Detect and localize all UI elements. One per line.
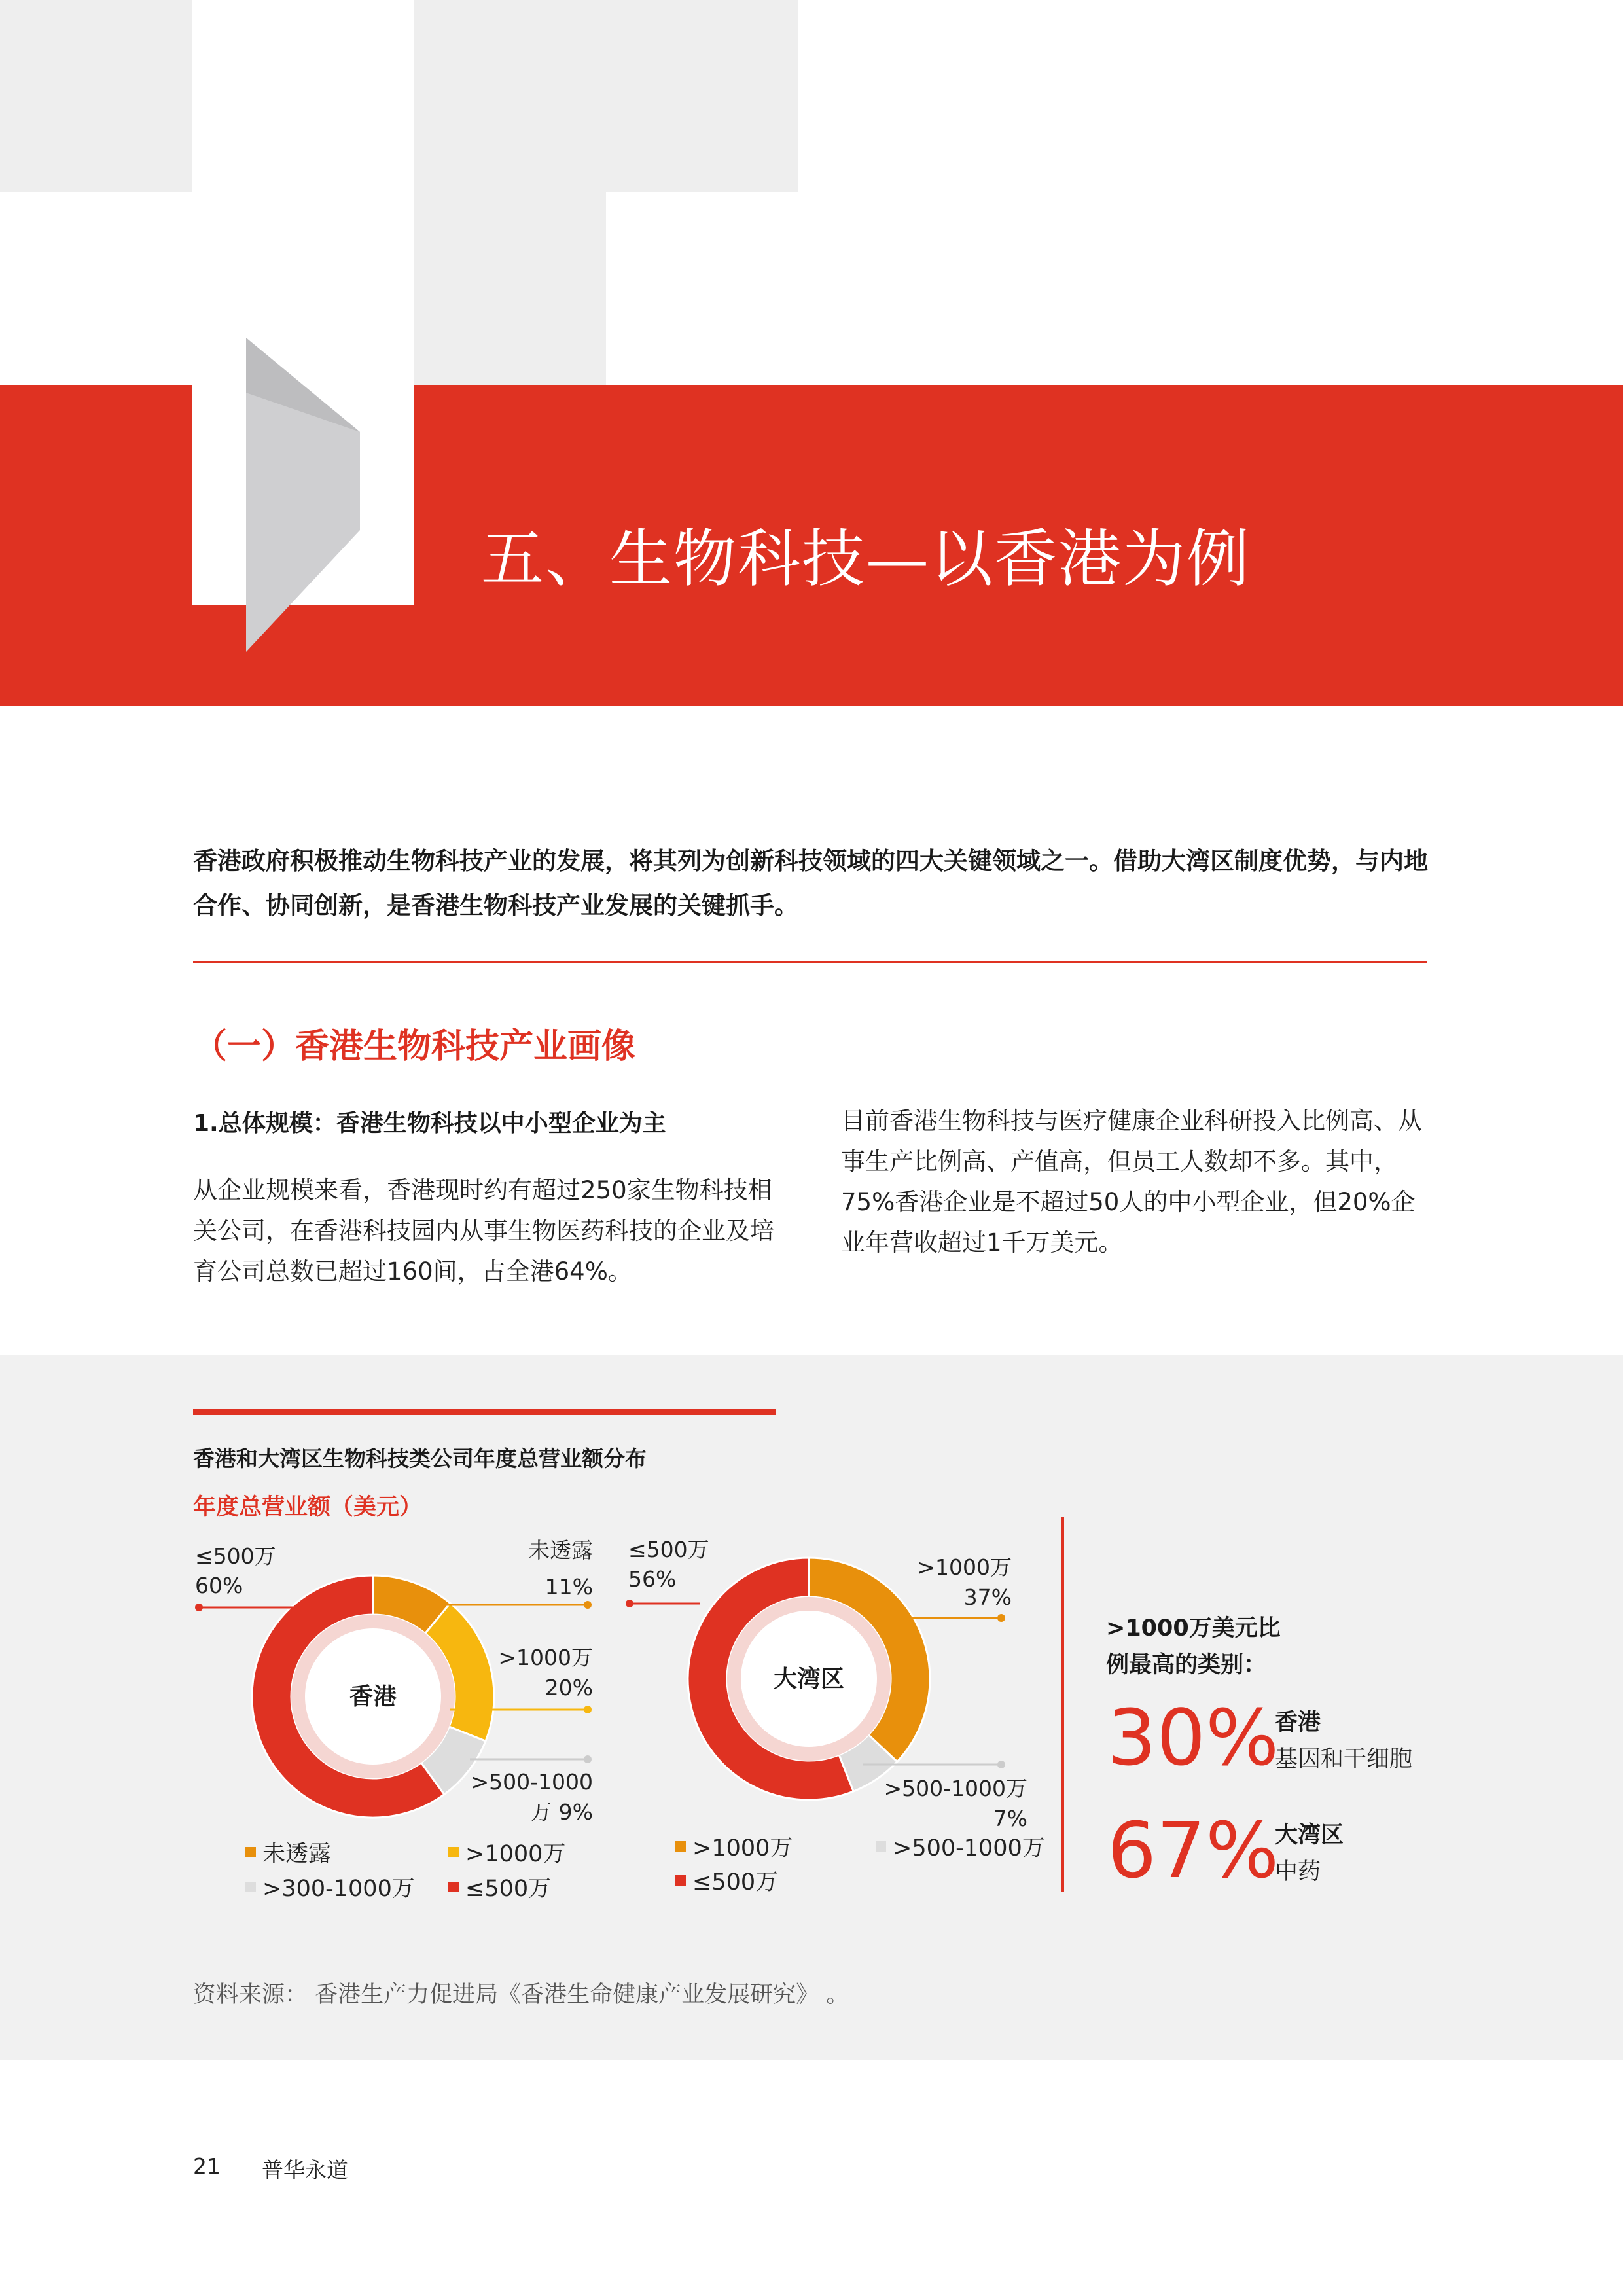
gba-legend-item [675, 1864, 778, 1897]
legend-label: ≤500万 [465, 1876, 552, 1902]
gba-legend-item [675, 1830, 793, 1863]
highest-title-line: >1000万美元比 [1106, 1615, 1281, 1641]
paragraph-left: 从企业规模来看，香港现时约有超过250家生物科技相关公司，在香港科技园内从事生物医药科技的企业及培育公司总数已超过160间，占全港64%。 [193, 1176, 774, 1285]
highest-pct-gba: 67% [1107, 1805, 1279, 1895]
legend-swatch [675, 1875, 686, 1886]
highest-title-line: 例最高的类别： [1106, 1652, 1267, 1678]
highest-region-gba: 大湾区 [1275, 1822, 1344, 1848]
divider [193, 961, 1427, 963]
highest-region-hk: 香港 [1275, 1710, 1321, 1736]
legend-swatch [448, 1882, 459, 1892]
paragraph-right: 目前香港生物科技与医疗健康企业科研投入比例高、从事生产比例高、产值高，但员工人数却不多。其中，75%香港企业是不超过50人的中小型企业，但20%企业年营收超过1千万美元。 [841, 1107, 1422, 1257]
gba-leader-dot [997, 1761, 1005, 1768]
gba-label-gt1000-pct: 37% [963, 1585, 1012, 1610]
gba-donut-center-label: 大湾区 [773, 1666, 845, 1693]
hk-legend-item [245, 1871, 415, 1903]
gba-label-le500-pct: 56% [628, 1566, 677, 1592]
legend-label: >1000万 [465, 1841, 566, 1867]
section-title: （一）香港生物科技产业画像 [193, 1027, 636, 1066]
decor-block [0, 0, 192, 192]
hk-label-mid-name: >500-1000 [471, 1769, 593, 1795]
subsection-title: 1.总体规模：香港生物科技以中小型企业为主 [193, 1110, 666, 1137]
chart-panel-title: 香港和大湾区生物科技类公司年度总营业额分布 [193, 1446, 647, 1471]
legend-swatch [448, 1847, 459, 1857]
hk-leader-dot [195, 1604, 203, 1611]
hk-legend-item [448, 1871, 551, 1903]
gba-leader-dot [626, 1600, 633, 1607]
page-title: 五、生物科技—以香港为例 [481, 522, 1251, 596]
legend-swatch [245, 1882, 256, 1892]
hk-leader-dot [584, 1706, 592, 1713]
gba-label-mid-name: >500-1000万 [883, 1776, 1027, 1801]
highest-category-title [1106, 1610, 1281, 1683]
hk-label-le500-pct: 60% [195, 1573, 243, 1598]
hk-leader-dot [584, 1755, 592, 1763]
decor-block [414, 0, 606, 192]
source-note: 资料来源： 香港生产力促进局《香港生命健康产业发展研究》 。 [193, 1982, 849, 2008]
legend-label: ≤500万 [692, 1869, 779, 1895]
hk-label-mid-pct: 万 9% [530, 1799, 593, 1825]
legend-label: >300-1000万 [262, 1876, 415, 1902]
legend-label: >1000万 [692, 1835, 793, 1861]
gba-label-le500-name: ≤500万 [628, 1537, 709, 1562]
hk-label-gt1000-name: >1000万 [498, 1645, 593, 1670]
highest-category-gba: 中药 [1275, 1859, 1321, 1885]
chart-panel-subtitle: 年度总营业额（美元） [193, 1494, 423, 1520]
legend-swatch [675, 1841, 686, 1852]
hk-label-gt1000-pct: 20% [544, 1675, 593, 1700]
highest-category-hk: 基因和干细胞 [1275, 1746, 1413, 1772]
gba-label-gt1000-name: >1000万 [917, 1554, 1012, 1580]
decor-block [606, 0, 798, 192]
decor-chevron [242, 334, 373, 655]
hk-label-undisclosed-pct: 11% [544, 1574, 593, 1600]
hk-label-undisclosed-name: 未透露 [528, 1537, 593, 1563]
legend-label: 未透露 [262, 1841, 332, 1867]
hk-label-le500-name: ≤500万 [195, 1543, 276, 1569]
gba-label-mid-pct: 7% [993, 1806, 1027, 1831]
legend-swatch [876, 1841, 886, 1852]
decor-block [414, 192, 606, 385]
legend-swatch [245, 1847, 256, 1857]
intro-paragraph: 香港政府积极推动生物科技产业的发展，将其列为创新科技领域的四大关键领域之一。借助大湾区制度优势，与内地合作、协同创新，是香港生物科技产业发展的关键抓手。 [193, 847, 1428, 920]
hk-donut-center-label: 香港 [349, 1683, 397, 1710]
gba-leader-dot [997, 1614, 1005, 1622]
legend-label: >500-1000万 [893, 1835, 1045, 1861]
panel-accent-line [193, 1409, 776, 1415]
hk-legend-item [245, 1836, 331, 1869]
hk-legend-item [448, 1836, 565, 1869]
panel-vertical-divider [1061, 1517, 1064, 1892]
footer-brand: 普华永道 [262, 2157, 348, 2183]
gba-legend-item [876, 1830, 1045, 1863]
highest-pct-hk: 30% [1107, 1693, 1279, 1783]
page-number: 21 [193, 2153, 221, 2179]
